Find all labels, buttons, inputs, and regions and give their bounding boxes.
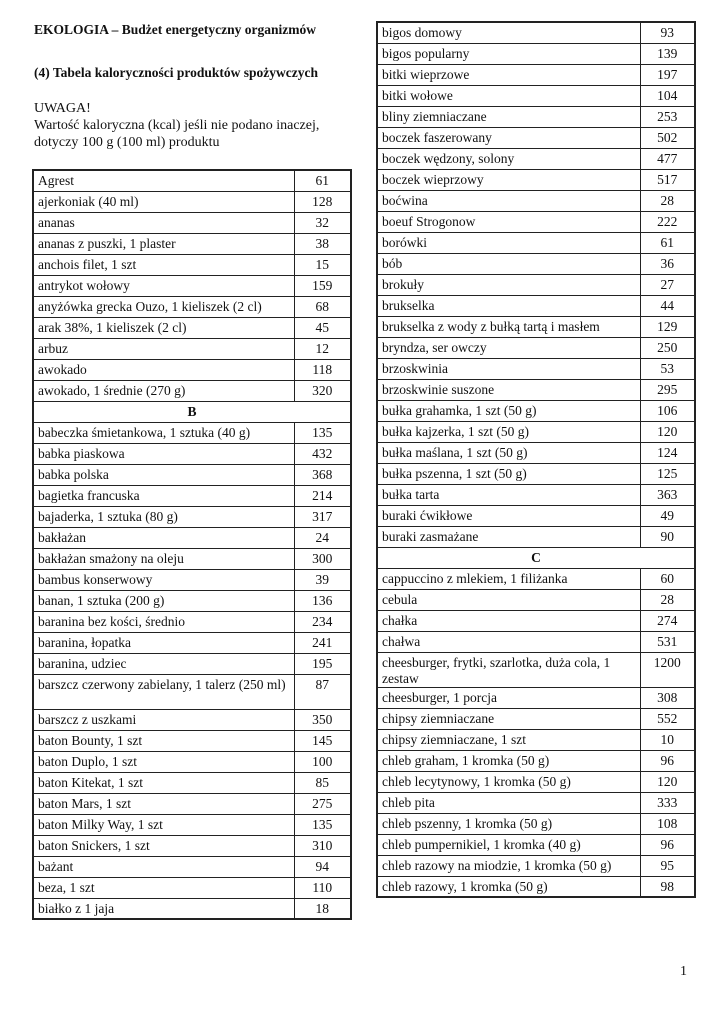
table-row <box>377 421 695 442</box>
kcal-value: 274 <box>640 610 695 631</box>
table-row <box>377 855 695 876</box>
product-name: babka polska <box>33 464 294 485</box>
table-row <box>33 233 351 254</box>
table-row <box>377 687 695 708</box>
product-name: Agrest <box>33 170 294 191</box>
product-name: cheesburger, 1 porcja <box>377 687 640 708</box>
kcal-value: 98 <box>640 876 695 897</box>
product-name: bułka pszenna, 1 szt (50 g) <box>377 463 640 484</box>
table-row <box>377 526 695 547</box>
kcal-value: 128 <box>294 191 351 212</box>
table-row <box>33 443 351 464</box>
kcal-value: 39 <box>294 569 351 590</box>
kcal-value: 129 <box>640 316 695 337</box>
table-row <box>33 296 351 317</box>
kcal-value: 45 <box>294 317 351 338</box>
kcal-value: 27 <box>640 274 695 295</box>
kcal-value: 350 <box>294 709 351 730</box>
kcal-value: 118 <box>294 359 351 380</box>
kcal-value: 94 <box>294 856 351 877</box>
table-row <box>377 127 695 148</box>
product-name: chałka <box>377 610 640 631</box>
table-row <box>377 652 695 687</box>
table-row <box>377 316 695 337</box>
section-letter: C <box>377 547 695 568</box>
kcal-value: 310 <box>294 835 351 856</box>
product-name: cheesburger, frytki, szarlotka, duża cola, 1 zestaw <box>377 652 640 687</box>
table-row <box>377 22 695 43</box>
kcal-value: 300 <box>294 548 351 569</box>
kcal-value: 85 <box>294 772 351 793</box>
table-row <box>33 464 351 485</box>
table-row <box>33 485 351 506</box>
kcal-value: 53 <box>640 358 695 379</box>
product-name: arak 38%, 1 kieliszek (2 cl) <box>33 317 294 338</box>
table-row <box>33 212 351 233</box>
product-name: boćwina <box>377 190 640 211</box>
kcal-value: 24 <box>294 527 351 548</box>
table-row <box>33 632 351 653</box>
table-row <box>377 442 695 463</box>
table-row <box>377 708 695 729</box>
product-name: boczek wędzony, solony <box>377 148 640 169</box>
product-name: bambus konserwowy <box>33 569 294 590</box>
table-row <box>377 400 695 421</box>
product-name: bażant <box>33 856 294 877</box>
product-name: bigos domowy <box>377 22 640 43</box>
product-name: bliny ziemniaczane <box>377 106 640 127</box>
kcal-value: 214 <box>294 485 351 506</box>
product-name: baranina, udziec <box>33 653 294 674</box>
section-row <box>33 401 351 422</box>
calorie-table-left <box>32 169 352 920</box>
kcal-value: 61 <box>294 170 351 191</box>
table-row <box>33 317 351 338</box>
kcal-value: 106 <box>640 400 695 421</box>
table-row <box>33 569 351 590</box>
table-row <box>377 750 695 771</box>
product-name: chleb razowy, 1 kromka (50 g) <box>377 876 640 897</box>
document-subtitle: (4) Tabela kaloryczności produktów spożywczych <box>34 65 319 80</box>
product-name: baton Kitekat, 1 szt <box>33 772 294 793</box>
kcal-value: 120 <box>640 771 695 792</box>
product-name: chleb lecytynowy, 1 kromka (50 g) <box>377 771 640 792</box>
kcal-value: 38 <box>294 233 351 254</box>
product-name: brzoskwinie suszone <box>377 379 640 400</box>
product-name: ajerkoniak (40 ml) <box>33 191 294 212</box>
table-row <box>33 191 351 212</box>
product-name: cebula <box>377 589 640 610</box>
product-name: chleb graham, 1 kromka (50 g) <box>377 750 640 771</box>
table-row <box>377 568 695 589</box>
kcal-value: 502 <box>640 127 695 148</box>
table-row <box>33 751 351 772</box>
kcal-value: 234 <box>294 611 351 632</box>
table-row <box>377 834 695 855</box>
product-name: brukselka <box>377 295 640 316</box>
product-name: bułka grahamka, 1 szt (50 g) <box>377 400 640 421</box>
table-row <box>377 792 695 813</box>
product-name: chipsy ziemniaczane, 1 szt <box>377 729 640 750</box>
product-name: awokado, 1 średnie (270 g) <box>33 380 294 401</box>
product-name: cappuccino z mlekiem, 1 filiżanka <box>377 568 640 589</box>
table-row <box>377 85 695 106</box>
table-row <box>33 793 351 814</box>
table-row <box>33 590 351 611</box>
product-name: barszcz czerwony zabielany, 1 talerz (250 ml) <box>33 674 294 709</box>
table-row <box>377 148 695 169</box>
table-row <box>377 463 695 484</box>
product-name: baranina bez kości, średnio <box>33 611 294 632</box>
table-row <box>33 548 351 569</box>
kcal-value: 49 <box>640 505 695 526</box>
product-name: bryndza, ser owczy <box>377 337 640 358</box>
table-row <box>377 295 695 316</box>
table-row <box>33 835 351 856</box>
product-name: bułka maślana, 1 szt (50 g) <box>377 442 640 463</box>
kcal-value: 18 <box>294 898 351 919</box>
product-name: antrykot wołowy <box>33 275 294 296</box>
kcal-value: 320 <box>294 380 351 401</box>
kcal-value: 96 <box>640 750 695 771</box>
table-row <box>377 813 695 834</box>
table-row <box>377 232 695 253</box>
table-row <box>377 505 695 526</box>
note-text: Wartość kaloryczna (kcal) jeśli nie podano inaczej, dotyczy 100 g (100 ml) produktu <box>34 118 320 150</box>
table-row <box>377 589 695 610</box>
kcal-value: 295 <box>640 379 695 400</box>
kcal-value: 145 <box>294 730 351 751</box>
document-title: EKOLOGIA – Budżet energetyczny organizmów <box>34 22 316 37</box>
table-row <box>377 337 695 358</box>
product-name: anchois filet, 1 szt <box>33 254 294 275</box>
kcal-value: 139 <box>640 43 695 64</box>
table-row <box>33 772 351 793</box>
table-row <box>33 814 351 835</box>
kcal-value: 308 <box>640 687 695 708</box>
product-name: boczek faszerowany <box>377 127 640 148</box>
table-row <box>377 379 695 400</box>
table-row <box>377 169 695 190</box>
kcal-value: 368 <box>294 464 351 485</box>
product-name: chleb pumpernikiel, 1 kromka (40 g) <box>377 834 640 855</box>
kcal-value: 90 <box>640 526 695 547</box>
product-name: baton Milky Way, 1 szt <box>33 814 294 835</box>
table-row <box>377 106 695 127</box>
kcal-value: 124 <box>640 442 695 463</box>
table-row <box>33 254 351 275</box>
kcal-value: 317 <box>294 506 351 527</box>
product-name: brukselka z wody z bułką tartą i masłem <box>377 316 640 337</box>
kcal-value: 363 <box>640 484 695 505</box>
table-row <box>33 506 351 527</box>
product-name: bakłażan <box>33 527 294 548</box>
table-row <box>377 771 695 792</box>
table-row <box>377 43 695 64</box>
product-name: chleb pszenny, 1 kromka (50 g) <box>377 813 640 834</box>
product-name: chleb pita <box>377 792 640 813</box>
product-name: baton Mars, 1 szt <box>33 793 294 814</box>
kcal-value: 159 <box>294 275 351 296</box>
product-name: ananas z puszki, 1 plaster <box>33 233 294 254</box>
table-row <box>377 211 695 232</box>
product-name: beza, 1 szt <box>33 877 294 898</box>
table-row <box>33 730 351 751</box>
section-letter: B <box>33 401 351 422</box>
kcal-value: 28 <box>640 589 695 610</box>
product-name: chleb razowy na miodzie, 1 kromka (50 g) <box>377 855 640 876</box>
product-name: chałwa <box>377 631 640 652</box>
kcal-value: 250 <box>640 337 695 358</box>
kcal-value: 32 <box>294 212 351 233</box>
kcal-value: 95 <box>640 855 695 876</box>
product-name: brzoskwinia <box>377 358 640 379</box>
kcal-value: 68 <box>294 296 351 317</box>
kcal-value: 241 <box>294 632 351 653</box>
product-name: boeuf Strogonow <box>377 211 640 232</box>
table-row <box>33 170 351 191</box>
table-row <box>33 611 351 632</box>
kcal-value: 28 <box>640 190 695 211</box>
table-row <box>377 253 695 274</box>
table-row <box>377 610 695 631</box>
kcal-value: 93 <box>640 22 695 43</box>
kcal-value: 125 <box>640 463 695 484</box>
product-name: borówki <box>377 232 640 253</box>
product-name: bób <box>377 253 640 274</box>
product-name: bitki wieprzowe <box>377 64 640 85</box>
calorie-table-right <box>376 21 696 898</box>
kcal-value: 275 <box>294 793 351 814</box>
product-name: bigos popularny <box>377 43 640 64</box>
table-row <box>377 358 695 379</box>
table-row <box>33 856 351 877</box>
table-row <box>377 484 695 505</box>
kcal-value: 100 <box>294 751 351 772</box>
kcal-value: 253 <box>640 106 695 127</box>
kcal-value: 87 <box>294 674 351 709</box>
product-name: baton Bounty, 1 szt <box>33 730 294 751</box>
kcal-value: 60 <box>640 568 695 589</box>
product-name: babeczka śmietankowa, 1 sztuka (40 g) <box>33 422 294 443</box>
kcal-value: 195 <box>294 653 351 674</box>
product-name: bagietka francuska <box>33 485 294 506</box>
table-row <box>377 729 695 750</box>
product-name: anyżówka grecka Ouzo, 1 kieliszek (2 cl) <box>33 296 294 317</box>
kcal-value: 432 <box>294 443 351 464</box>
kcal-value: 61 <box>640 232 695 253</box>
kcal-value: 333 <box>640 792 695 813</box>
product-name: boczek wieprzowy <box>377 169 640 190</box>
table-row <box>33 709 351 730</box>
kcal-value: 477 <box>640 148 695 169</box>
kcal-value: 135 <box>294 422 351 443</box>
product-name: ananas <box>33 212 294 233</box>
kcal-value: 1200 <box>640 652 695 687</box>
product-name: baranina, łopatka <box>33 632 294 653</box>
table-row <box>33 380 351 401</box>
product-name: barszcz z uszkami <box>33 709 294 730</box>
kcal-value: 222 <box>640 211 695 232</box>
kcal-value: 15 <box>294 254 351 275</box>
kcal-value: 135 <box>294 814 351 835</box>
note-heading: UWAGA! <box>34 101 91 116</box>
product-name: bułka tarta <box>377 484 640 505</box>
product-name: białko z 1 jaja <box>33 898 294 919</box>
product-name: babka piaskowa <box>33 443 294 464</box>
product-name: banan, 1 sztuka (200 g) <box>33 590 294 611</box>
table-row <box>377 190 695 211</box>
kcal-value: 110 <box>294 877 351 898</box>
table-row <box>33 877 351 898</box>
product-name: buraki ćwikłowe <box>377 505 640 526</box>
kcal-value: 136 <box>294 590 351 611</box>
kcal-value: 44 <box>640 295 695 316</box>
product-name: baton Snickers, 1 szt <box>33 835 294 856</box>
table-row <box>33 338 351 359</box>
kcal-value: 197 <box>640 64 695 85</box>
product-name: brokuły <box>377 274 640 295</box>
table-row <box>377 631 695 652</box>
table-row <box>33 275 351 296</box>
kcal-value: 120 <box>640 421 695 442</box>
product-name: bajaderka, 1 sztuka (80 g) <box>33 506 294 527</box>
page-number: 1 <box>680 964 687 979</box>
kcal-value: 12 <box>294 338 351 359</box>
kcal-value: 10 <box>640 729 695 750</box>
kcal-value: 531 <box>640 631 695 652</box>
note <box>34 100 354 151</box>
section-row <box>377 547 695 568</box>
kcal-value: 108 <box>640 813 695 834</box>
product-name: arbuz <box>33 338 294 359</box>
table-row <box>33 674 351 709</box>
kcal-value: 96 <box>640 834 695 855</box>
product-name: bakłażan smażony na oleju <box>33 548 294 569</box>
kcal-value: 36 <box>640 253 695 274</box>
product-name: baton Duplo, 1 szt <box>33 751 294 772</box>
kcal-value: 104 <box>640 85 695 106</box>
table-row <box>33 359 351 380</box>
product-name: chipsy ziemniaczane <box>377 708 640 729</box>
table-row <box>377 876 695 897</box>
kcal-value: 517 <box>640 169 695 190</box>
product-name: buraki zasmażane <box>377 526 640 547</box>
product-name: awokado <box>33 359 294 380</box>
table-row <box>33 653 351 674</box>
product-name: bitki wołowe <box>377 85 640 106</box>
table-row <box>377 274 695 295</box>
table-row <box>377 64 695 85</box>
table-row <box>33 898 351 919</box>
table-row <box>33 527 351 548</box>
kcal-value: 552 <box>640 708 695 729</box>
product-name: bułka kajzerka, 1 szt (50 g) <box>377 421 640 442</box>
table-row <box>33 422 351 443</box>
